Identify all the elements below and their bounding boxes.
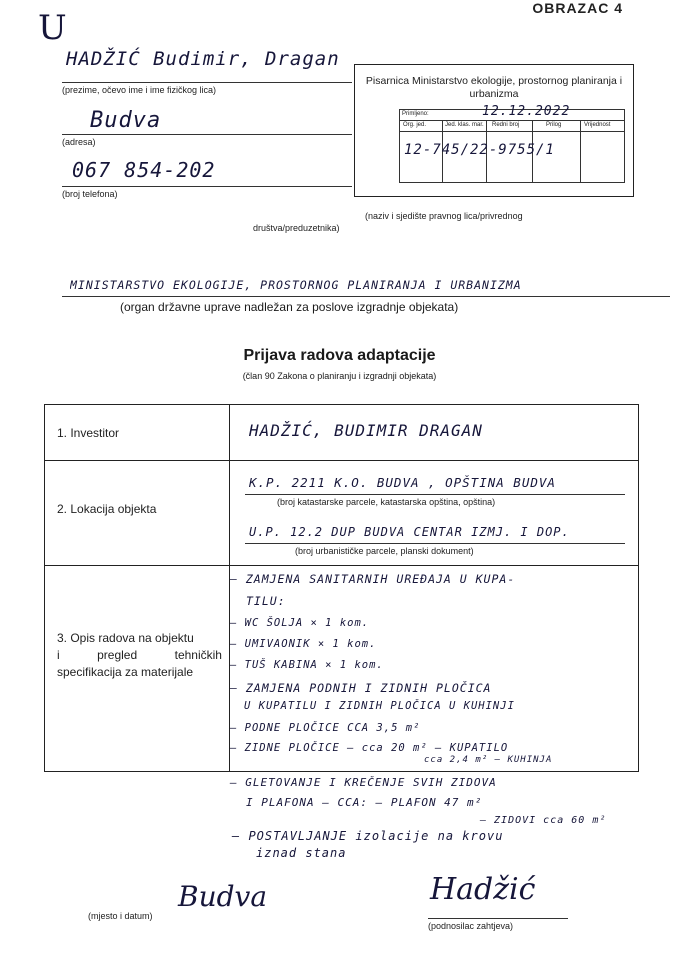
row-desc-label-2a: i bbox=[57, 648, 60, 662]
stamp-title: Pisarnica Ministarstvo ekologije, prostornog planiranja i urbanizma bbox=[365, 75, 623, 100]
row-desc-label-2 bbox=[57, 648, 222, 662]
row-location-label-a: (broj katastarske parcele, katastarska opština, opština) bbox=[277, 497, 496, 507]
row-investor-label: 1. Investitor bbox=[57, 426, 120, 440]
applicant-sign-label: (podnosilac zahtjeva) bbox=[428, 921, 514, 931]
applicant-address-value: Budva bbox=[90, 108, 162, 133]
desc-line-1: – ZAMJENA SANITARNIH UREĐAJA U KUPA- bbox=[230, 572, 516, 586]
extra-line-3: – ZIDOVI cca 60 m² bbox=[480, 815, 607, 826]
desc-line-7: U KUPATILU I ZIDNIH PLOČICA U KUHINJI bbox=[244, 700, 515, 712]
extra-line-5: iznad stana bbox=[256, 846, 347, 860]
row-location-label-b: (broj urbanističke parcele, planski dokument) bbox=[295, 546, 474, 556]
extra-line-2: I PLAFONA – CCA: – PLAFON 47 m² bbox=[246, 796, 483, 809]
row-desc-label-2b: pregled bbox=[97, 648, 138, 662]
form-number: OBRAZAC 4 bbox=[532, 0, 623, 16]
desc-line-5: – TUŠ KABINA × 1 kom. bbox=[230, 659, 384, 671]
stamp-grid bbox=[399, 104, 625, 183]
organ-value: MINISTARSTVO EKOLOGIJE, PROSTORNOG PLANIRANJA I URBANIZMA bbox=[70, 278, 522, 292]
applicant-name-value: HADŽIĆ Budimir, Dragan bbox=[66, 48, 340, 70]
stamp-registry-value: 12-745/22-9755/1 bbox=[404, 142, 555, 158]
desc-line-8: – PODNE PLOČICE CCA 3,5 m² bbox=[230, 722, 421, 734]
stamp-col-attach: Prilog bbox=[546, 122, 562, 128]
stamp-col-org: Org. jed. bbox=[403, 122, 427, 128]
stamp-col-class: Jed. klas. mar. bbox=[445, 122, 484, 128]
form-title: Prijava radova adaptacije bbox=[243, 347, 436, 364]
registry-stamp bbox=[354, 64, 634, 197]
applicant-name-label: (prezime, očevo ime i ime fizičkog lica) bbox=[62, 85, 217, 95]
applicant-phone-label: (broj telefona) bbox=[62, 189, 118, 199]
desc-line-10: cca 2,4 m² – KUHINJA bbox=[424, 755, 553, 765]
row-location-label: 2. Lokacija objekta bbox=[57, 502, 157, 516]
stamp-received-label: Primljeno: bbox=[402, 111, 429, 117]
extra-line-4: – POSTAVLJANJE izolacije na krovu bbox=[232, 829, 504, 843]
row-location-value-b: U.P. 12.2 DUP BUDVA CENTAR IZMJ. I DOP. bbox=[249, 525, 570, 539]
desc-line-4: – UMIVAONIK × 1 kom. bbox=[230, 638, 377, 650]
row-investor-value: HADŽIĆ, BUDIMIR DRAGAN bbox=[249, 421, 483, 440]
applicant-phone-value: 067 854-202 bbox=[72, 158, 216, 182]
form-subtitle: (član 90 Zakona o planiranju i izgradnji objekata) bbox=[242, 371, 437, 381]
row-desc-label-2c: tehničkih bbox=[174, 648, 222, 662]
organ-label: (organ državne uprave nadležan za poslove izgradnje objekata) bbox=[120, 300, 459, 314]
desc-line-6: – ZAMJENA PODNIH I ZIDNIH PLOČICA bbox=[230, 681, 492, 695]
stamp-received-value: 12.12.2022 bbox=[482, 104, 571, 119]
desc-line-2: TILU: bbox=[246, 594, 286, 608]
row-desc-label-1: 3. Opis radova na objektu bbox=[57, 631, 194, 645]
stamp-col-value: Vrijednost bbox=[584, 122, 611, 128]
desc-line-3: – WC ŠOLJA × 1 kom. bbox=[230, 617, 370, 629]
applicant-address-label: (adresa) bbox=[62, 137, 96, 147]
row-desc-label-3: specifikacija za materijale bbox=[57, 665, 194, 679]
application-table bbox=[44, 404, 639, 772]
desc-line-9: – ZIDNE PLOČICE – cca 20 m² – KUPATILO bbox=[230, 742, 509, 754]
company-label-2: društva/preduzetnika) bbox=[253, 223, 340, 233]
extra-line-1: – GLETOVANJE I KREČENJE SVIH ZIDOVA bbox=[230, 776, 497, 789]
place-date-label: (mjesto i datum) bbox=[88, 911, 153, 921]
corner-mark: U bbox=[38, 8, 67, 48]
place-value: Budva bbox=[178, 880, 268, 913]
stamp-col-reg: Redni broj bbox=[492, 122, 520, 128]
applicant-signature: Hadžić bbox=[430, 872, 536, 907]
company-label-1: (naziv i sjedište pravnog lica/privrednog bbox=[365, 211, 523, 221]
row-location-value-a: K.P. 2211 K.O. BUDVA , OPŠTINA BUDVA bbox=[249, 475, 556, 490]
